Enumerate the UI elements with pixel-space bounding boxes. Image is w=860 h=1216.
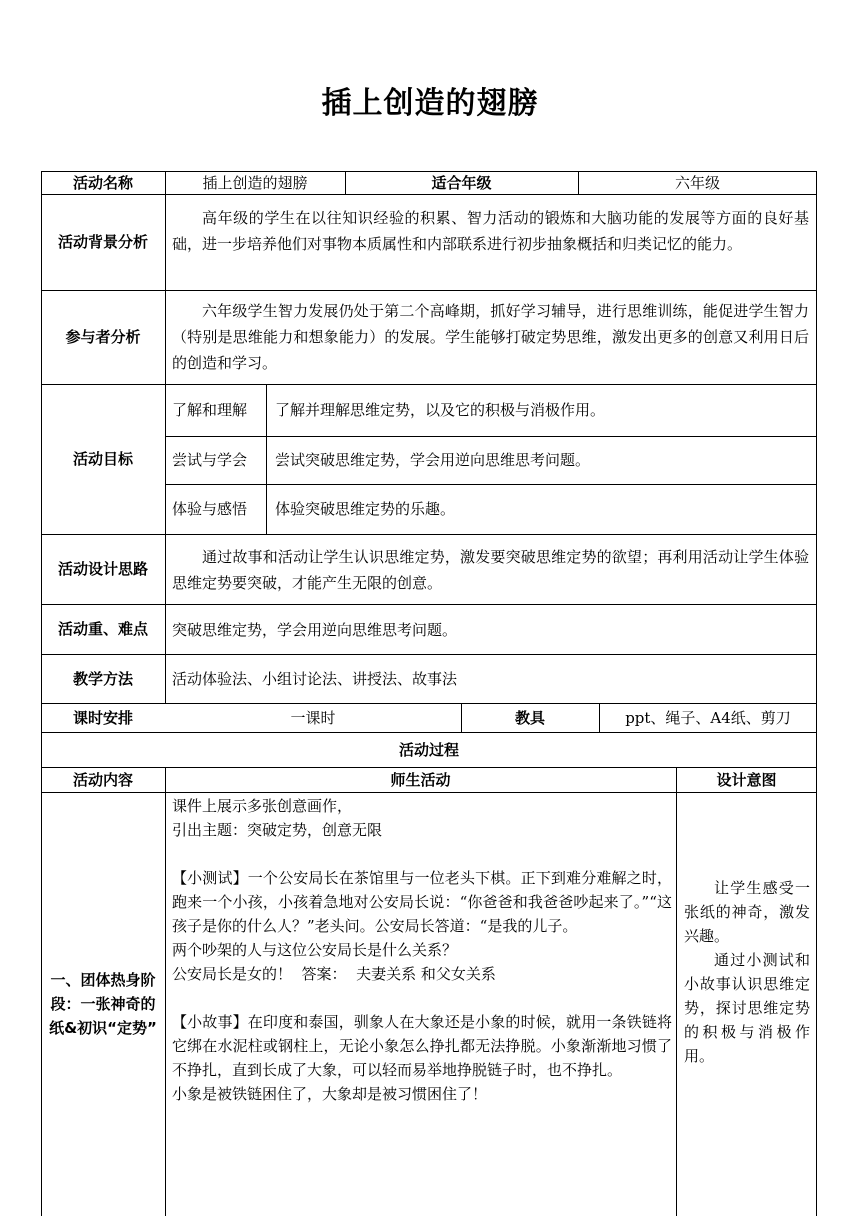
intent-line: 让学生感受一张纸的神奇，激发兴趣。 <box>684 879 810 945</box>
activity-line <box>172 842 672 866</box>
activity-name-value: 插上创造的翅膀 <box>202 173 308 192</box>
design-text: 通过故事和活动让学生认识思维定势，激发要突破思维定势的欲望；再利用活动让学生体验思维定势要突破，才能产生无限的创意。 <box>172 548 809 592</box>
keypoints-label: 活动重、难点 <box>57 620 148 638</box>
activity-name-label: 活动名称 <box>72 173 133 192</box>
activity-line: 课件上展示多张创意画作， <box>172 797 353 815</box>
intent-line: 通过小测试和小故事认识思维定势，探讨思维定势的积极与消极作用。 <box>684 951 810 1065</box>
participants-label: 参与者分析 <box>65 328 141 346</box>
stage1-intent <box>684 876 810 1068</box>
goal-type-understand: 了解和理解 <box>172 401 248 419</box>
schedule-label: 课时安排 <box>72 708 133 727</box>
process-header: 活动过程 <box>398 740 459 759</box>
col-activity-header: 师生活动 <box>390 770 451 789</box>
activity-line: 小象是被铁链困住了，大象却是被习惯困住了！ <box>172 1085 488 1103</box>
goal-type-try: 尝试与学会 <box>172 451 248 469</box>
activity-line: 【小故事】在印度和泰国，驯象人在大象还是小象的时候，就用一条铁链将它绑在水泥柱或钢柱上，无论小象怎么挣扎都无法挣脱。小象渐渐地习惯了不挣扎，直到长成了大象，可以轻而易举地挣脱链子时，也不挣扎。 <box>172 1013 672 1079</box>
goal-text-understand: 了解并理解思维定势，以及它的积极与消极作用。 <box>275 401 606 419</box>
tools-value: ppt、绳子、A4纸、剪刀 <box>625 708 791 727</box>
background-text: 高年级的学生在以往知识经验的积累、智力活动的锻炼和大脑功能的发展等方面的良好基础，进一步培养他们对事物本质属性和内部联系进行初步抽象概括和归类记忆的能力。 <box>172 209 809 253</box>
design-label: 活动设计思路 <box>57 560 148 578</box>
participants-text: 六年级学生智力发展仍处于第二个高峰期，抓好学习辅导，进行思维训练，能促进学生智力（特别是思维能力和想象能力）的发展。学生能够打破定势思维，激发出更多的创意又利用日后的创造和学习。 <box>172 302 809 372</box>
col-intent-header: 设计意图 <box>716 770 777 789</box>
stage1-activities <box>172 794 672 1106</box>
stage1-name: 一、团体热身阶段：一张神奇的纸&初识“定势” <box>49 971 157 1037</box>
page-title: 插上创造的翅膀 <box>321 86 539 121</box>
grade-label: 适合年级 <box>431 173 492 192</box>
activity-line: 两个吵架的人与这位公安局长是什么关系？ <box>172 941 458 959</box>
activity-line <box>172 986 672 1010</box>
goal-text-experience: 体验突破思维定势的乐趣。 <box>275 500 456 518</box>
schedule-value: 一课时 <box>290 708 336 727</box>
goal-text-try: 尝试突破思维定势，学会用逆向思维思考问题。 <box>275 451 591 469</box>
goal-type-experience: 体验与感悟 <box>172 500 248 518</box>
grade-value: 六年级 <box>674 173 720 192</box>
activity-line: 【小测试】一个公安局长在茶馆里与一位老头下棋。正下到难分难解之时，跑来一个小孩，小孩着急地对公安局长说：“你爸爸和我爸爸吵起来了。”“这孩子是你的什么人？”老头问。公安局长答道：“是我的儿子。 <box>172 869 672 935</box>
goals-label: 活动目标 <box>72 450 133 468</box>
col-content-header: 活动内容 <box>72 770 133 789</box>
methods-label: 教学方法 <box>72 669 133 688</box>
activity-line: 引出主题：突破定势，创意无限 <box>172 821 383 839</box>
keypoints-text: 突破思维定势，学会用逆向思维思考问题。 <box>172 621 458 639</box>
activity-line: 公安局长是女的！ 答案： 夫妻关系 和父女关系 <box>172 965 496 983</box>
background-label: 活动背景分析 <box>57 233 148 251</box>
methods-text: 活动体验法、小组讨论法、讲授法、故事法 <box>172 670 458 688</box>
tools-label: 教具 <box>514 708 545 727</box>
